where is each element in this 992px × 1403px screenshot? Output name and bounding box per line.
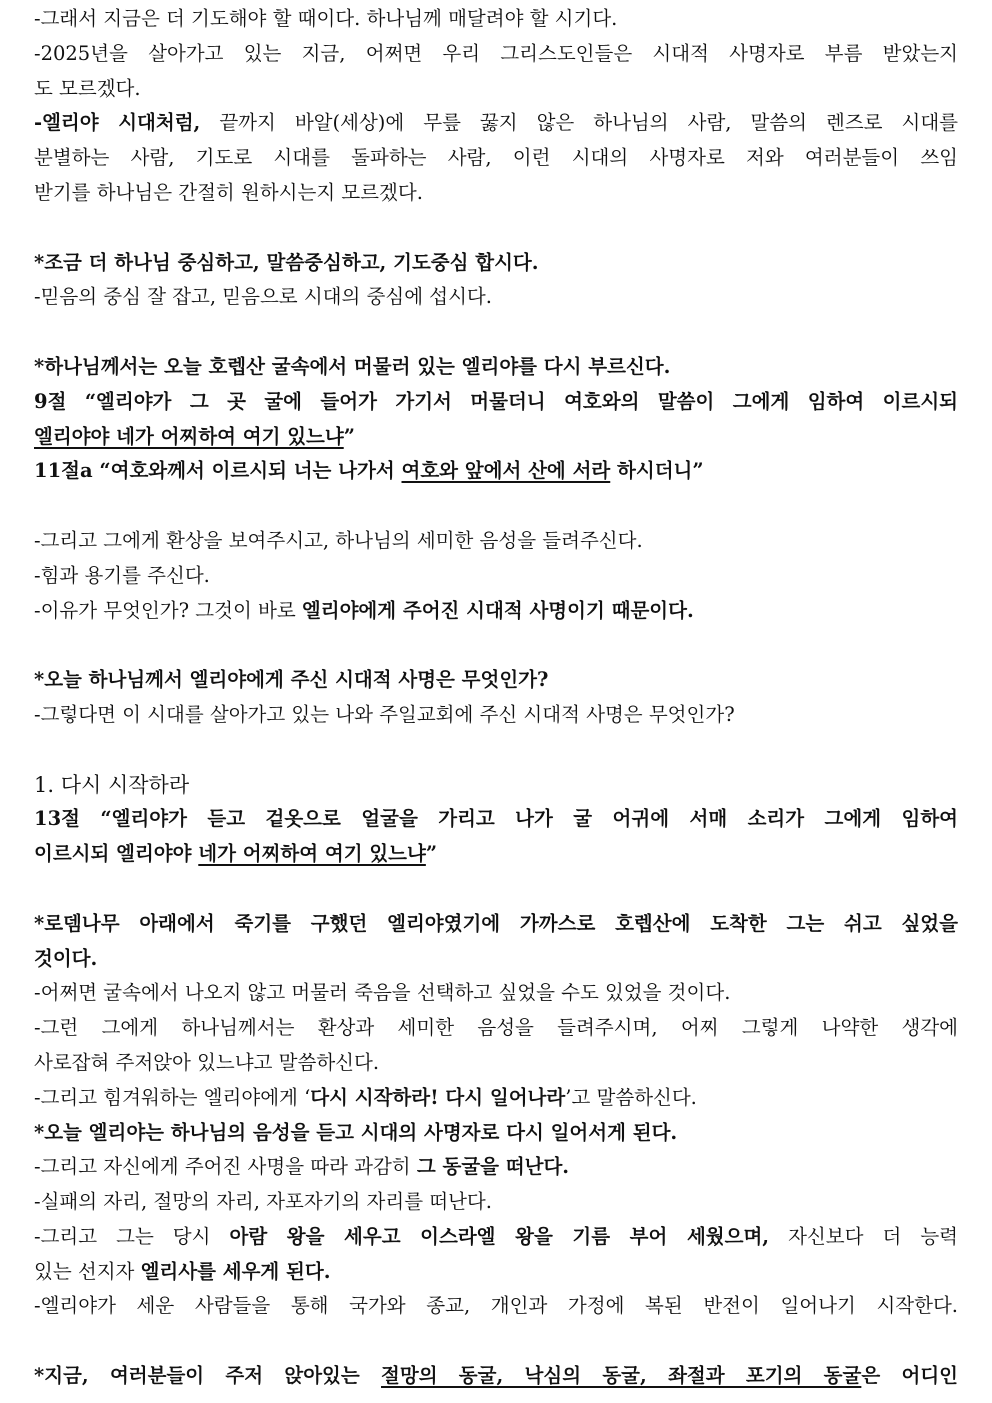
text: 있는 선지자: [34, 1259, 141, 1283]
bold-text: 것이다.: [34, 946, 98, 970]
text: -그래서 지금은 더 기도해야 할 때이다. 하나님께 매달려야 할 시기다.: [34, 7, 618, 30]
bold-text: *조금 더 하나님 중심하고, 말씀중심하고, 기도중심 합시다.: [34, 250, 539, 274]
text-line: [34, 2, 958, 37]
text: 끝까지 바알(세상)에 무릎 꿇지 않은 하나님의 사람, 말씀의 렌즈로 시대를: [200, 111, 958, 135]
text-line: [34, 280, 958, 315]
scripture-line: [34, 420, 958, 455]
text-line: [34, 698, 958, 733]
text: -이유가 무엇인가? 그것이 바로: [34, 598, 302, 622]
emphasis-line: [34, 1116, 958, 1151]
text-line: [34, 141, 958, 176]
underlined-text: 절망의 동굴, 낙심의 동굴, 좌절과 포기의 동굴: [381, 1364, 862, 1388]
bold-text: *로뎀나무 아래에서 죽기를 구했던 엘리야였기에 가까스로 호렙산에 도착한 그는 쉬고 싶었을: [34, 911, 958, 935]
scripture-line: [34, 454, 958, 489]
bold-text: *지금, 여러분들이 주저 앉아있는: [34, 1364, 382, 1388]
text: -그리고 자신에게 주어진 사명을 따라 과감히: [34, 1155, 417, 1179]
paragraph-gap: [34, 1324, 958, 1359]
heading-text: 1. 다시 시작하라: [34, 772, 190, 797]
text-line: [34, 176, 958, 211]
text-line: [34, 106, 958, 141]
scripture-text: 13절 “엘리야가 듣고 겉옷으로 얼굴을 가리고 나가 굴 어귀에 서매 소리가 그에게 임하여: [34, 807, 958, 831]
text: 도 모르겠다.: [34, 76, 141, 100]
paragraph-gap: [34, 872, 958, 907]
text-line: [34, 1185, 958, 1220]
emphasis-line: [34, 246, 958, 281]
section-heading: [34, 768, 958, 803]
scripture-text: ”: [425, 842, 438, 866]
text-line: [34, 1289, 958, 1324]
text: -믿음의 중심 잘 잡고, 믿음으로 시대의 중심에 섭시다.: [34, 285, 492, 309]
text-line: [34, 976, 958, 1011]
emphasis-line: [34, 350, 958, 385]
emphasis-line: [34, 663, 958, 698]
text-line: [34, 1081, 958, 1116]
scripture-line: [34, 837, 958, 872]
text: -그런 그에게 하나님께서는 환상과 세미한 음성을 들려주시며, 어찌 그렇게 나약한 생각에: [34, 1016, 958, 1040]
scripture-text: 9절 “엘리야가 그 곳 굴에 들어가 가기서 머물더니 여호와의 말씀이 그에게 임하여 이르시되: [34, 389, 958, 413]
paragraph-gap: [34, 628, 958, 663]
text: -그렇다면 이 시대를 살아가고 있는 나와 주일교회에 주신 시대적 사명은 무엇인가?: [34, 702, 735, 726]
bold-text: 엘리야에게 주어진 시대적 사명이기 때문이다.: [301, 598, 694, 622]
text-line: [34, 1150, 958, 1185]
bold-text: 아람 왕을 세우고 이스라엘 왕을 기름 부어 세웠으며,: [229, 1224, 770, 1248]
text: ”: [343, 424, 355, 448]
scripture-text: 이르시되 엘리야야: [34, 842, 199, 866]
bold-text: *오늘 하나님께서 엘리야에게 주신 시대적 사명은 무엇인가?: [34, 668, 549, 692]
text: 자신보다 더 능력: [769, 1224, 958, 1248]
text: -어쩌면 굴속에서 나오지 않고 머물러 죽음을 선택하고 싶었을 수도 있었을 것이다.: [34, 981, 731, 1005]
bold-text: 다시 시작하라! 다시 일어나라: [310, 1085, 566, 1109]
text-line: [34, 72, 958, 107]
paragraph-gap: [34, 489, 958, 524]
text: 받기를 하나님은 간절히 원하시는지 모르겠다.: [34, 180, 423, 204]
bold-text: 은 어디인: [861, 1364, 958, 1388]
text: -2025년을 살아가고 있는 지금, 어쩌면 우리 그리스도인들은 시대적 사명자로 부름 받았는지: [34, 41, 958, 65]
paragraph-gap: [34, 211, 958, 246]
text: -그리고 힘겨워하는 엘리야에게 ‘: [34, 1085, 311, 1109]
bold-text: *하나님께서는 오늘 호렙산 굴속에서 머물러 있는 엘리야를 다시 부르신다.: [34, 354, 671, 378]
underlined-text: 여호와 앞에서 산에 서라: [401, 459, 611, 483]
emphasis-line: [34, 907, 958, 942]
paragraph-gap: [34, 733, 958, 768]
text-line: [34, 1046, 958, 1081]
text-line: [34, 37, 958, 72]
underlined-text: 엘리야야 네가 어찌하여 여기 있느냐: [34, 424, 344, 448]
scripture-line: [34, 802, 958, 837]
text-line: [34, 1011, 958, 1046]
paragraph-gap: [34, 315, 958, 350]
emphasis-line: [34, 1359, 958, 1394]
scripture-text: 11절a “여호와께서 이르시되 너는 나가서: [34, 459, 402, 483]
text: 사로잡혀 주저앉아 있느냐고 말씀하신다.: [34, 1050, 380, 1074]
text: -실패의 자리, 절망의 자리, 자포자기의 자리를 떠난다.: [34, 1190, 492, 1214]
text: 분별하는 사람, 기도로 시대를 돌파하는 사람, 이런 시대의 사명자로 저와 여러분들이 쓰임: [34, 146, 958, 170]
scripture-text: 하시더니”: [610, 459, 704, 483]
underlined-text: 네가 어찌하여 여기 있느냐: [198, 842, 426, 866]
text: -그리고 그에게 환상을 보여주시고, 하나님의 세미한 음성을 들려주신다.: [34, 528, 643, 552]
text-line: [34, 524, 958, 559]
bold-text: 그 동굴을 떠난다.: [416, 1155, 570, 1179]
bold-text: *오늘 엘리야는 하나님의 음성을 듣고 시대의 사명자로 다시 일어서게 된다.: [34, 1120, 678, 1144]
text-line: [34, 1255, 958, 1290]
text: -그리고 그는 당시: [34, 1224, 230, 1248]
text-line: [34, 559, 958, 594]
text: -엘리야가 세운 사람들을 통해 국가와 종교, 개인과 가정에 복된 반전이 일어나기 시작한다.: [34, 1294, 958, 1318]
text-line: [34, 1220, 958, 1255]
bold-text: 엘리사를 세우게 된다.: [140, 1259, 331, 1283]
text: ’고 말씀하신다.: [565, 1085, 697, 1109]
bold-text: -엘리야 시대처럼,: [34, 111, 201, 135]
emphasis-line: [34, 942, 958, 977]
text: -힘과 용기를 주신다.: [34, 563, 210, 587]
scripture-line: [34, 385, 958, 420]
text-line: [34, 594, 958, 629]
